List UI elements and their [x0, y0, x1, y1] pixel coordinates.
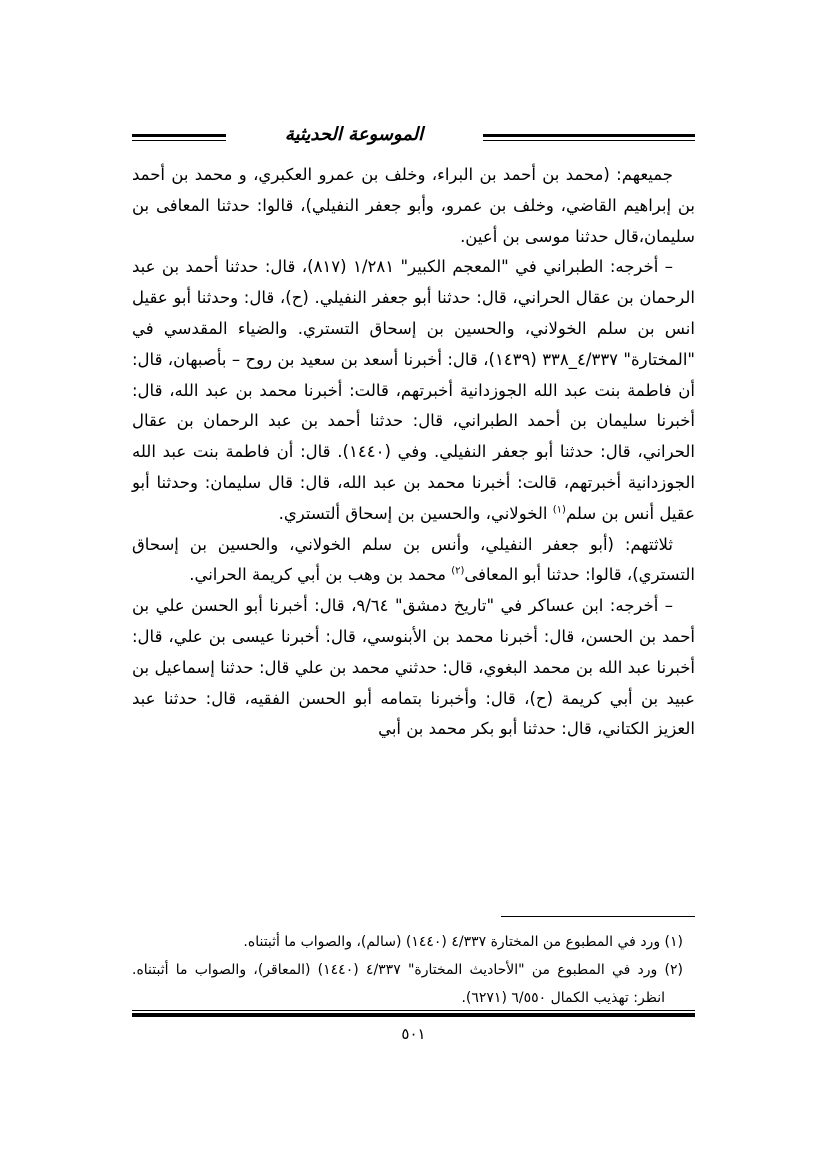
bottom-rule	[132, 1010, 695, 1017]
footnotes	[132, 928, 695, 1012]
footnote-separator	[501, 916, 695, 917]
paragraph-2-text: – أخرجه: الطبراني في "المعجم الكبير" ١/٢٨١ (٨١٧)، قال: حدثنا أحمد بن عبد الرحمان بن عقال الحراني، قال: حدثنا أبو جعفر النفيلي. (ح)، قال: وحدثنا أبو عقيل انس بن سلم الخولاني، والحسين بن إسحاق التستري. والضياء المقدسي في "المختارة" ٤/٣٣٧_٣٣٨ (١٤٣٩)، قال: أخبرنا أسعد بن سعيد بن روح – بأصبهان، قال: أن فاطمة بنت عبد الله الجوزدانية أخبرتهم، قالت: أخبرنا محمد بن عبد الله، قال: أخبرنا سليمان بن أحمد الطبراني، قال: حدثنا أحمد بن عبد الرحمان بن عقال الحراني، قال: حدثنا أبو جعفر النفيلي. وفي (١٤٤٠). قال: أن فاطمة بنت عبد الله الجوزدانية أخبرتهم، قالت: أخبرنا محمد بن عبد الله، قال: قال سليمان: وحدثنا أبو عقيل أنس بن سلم	[132, 257, 695, 523]
paragraph-3	[132, 530, 695, 592]
footnote-1: (١) ورد في المطبوع من المختارة ٤/٣٣٧ (١٤٤٠) (سالم)، والصواب ما أثبتناه.	[243, 934, 683, 950]
footnote-2: (٢) ورد في المطبوع من "الأحاديث المختارة" ٤/٣٣٧ (١٤٤٠) (المعاقر)، والصواب ما أثبتناه. انظر: تهذيب الكمال ٦/٥٥٠ (٦٢٧١).	[132, 962, 684, 1006]
header-rule-right	[483, 134, 695, 141]
page-number: ٥٠١	[401, 1025, 426, 1043]
header-rule-left	[132, 134, 226, 141]
paragraph-2-tail: الخولاني، والحسين بن إسحاق ألتستري.	[278, 503, 553, 523]
paragraph-3-text: ثلاثتهم: (أبو جعفر النفيلي، وأنس بن سلم الخولاني، والحسين بن إسحاق التستري)، قالوا: حدثنا أبو المعافى	[132, 534, 695, 585]
page-header	[132, 120, 695, 164]
header-title: الموسوعة الحديثية	[284, 124, 424, 145]
body-text	[132, 160, 695, 745]
paragraph-2	[132, 252, 695, 529]
paragraph-4: – أخرجه: ابن عساكر في "تاريخ دمشق" ٩/٦٤، قال: أخبرنا أبو الحسن علي بن أحمد بن الحسن، قال: أخبرنا محمد بن الأبنوسي، قال: أخبرنا عيسى بن علي، قال: أخبرنا عبد الله بن محمد البغوي، قال: حدثني محمد بن علي قال: حدثنا إسماعيل بن عبيد بن أبي كريمة (ح)، قال: وأخبرنا بتمامه أبو الحسن الفقيه، قال: حدثنا عبد العزيز الكتاني، قال: حدثنا أبو بكر محمد بن أبي	[132, 596, 695, 739]
footnote-ref-1[interactable]: (١)	[552, 504, 566, 516]
paragraph-1: جميعهم: (محمد بن أحمد بن البراء، وخلف بن عمرو العكبري، و محمد بن أحمد بن إبراهيم القاضي، وخلف بن عمرو، وأبو جعفر النفيلي)، قالوا: حدثنا المعافى بن سليمان،قال حدثنا موسى بن أعين.	[132, 165, 695, 246]
page	[132, 120, 695, 1060]
footnote-ref-2[interactable]: (٢)	[451, 565, 465, 577]
paragraph-3-tail: محمد بن وهب بن أبي كريمة الحراني.	[189, 565, 452, 585]
